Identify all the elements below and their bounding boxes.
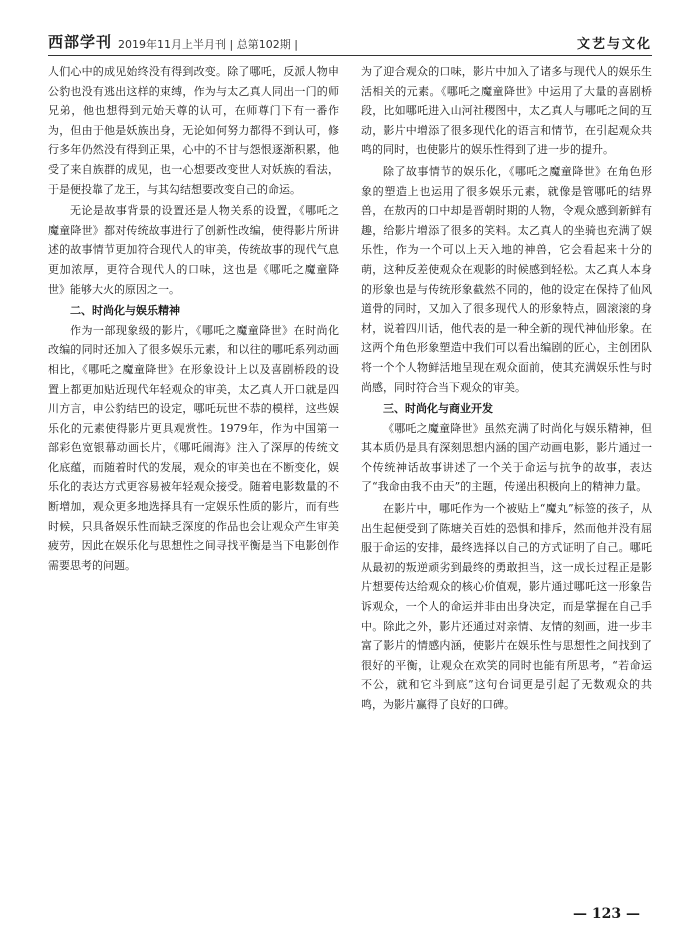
paragraph: 作为一部现象级的影片，《哪吒之魔童降世》在时尚化改编的同时还加入了很多娱乐元素，和以往的哪吒系列动画相比，《哪吒之魔童降世》在形象设计上以及喜剧桥段的设置上都更加贴近现代年轻观众的审美，太乙真人开口就是四川方言，申公豹结巴的设定，哪吒玩世不恭的模样，这些娱乐化的元素使得影片更具观赏性。1979年，作为中国第一部彩色宽银幕动画长片，《哪吒闹海》注入了深厚的传统文化底蕴，而随着时代的发展，观众的审美也在不断变化，娱乐化的表达方式更容易被年轻观众接受。随着电影数量的不断增加，观众更多地选择具有一定娱乐性质的影片，而有些时候，只具备娱乐性而缺乏深度的作品也会让观众产生审美疲劳，因此在娱乐化与思想性之间寻找平衡是当下电影创作需要思考的问题。 bbox=[48, 323, 339, 572]
paragraph: 为了迎合观众的口味，影片中加入了诸多与现代人的娱乐生活相关的元素。《哪吒之魔童降世》中运用了大量的喜剧桥段，比如哪吒进入山河社稷图中，太乙真人与哪吒之间的互动，影片中增添了很多现代化的语言和情节，在引起观众共鸣的同时，也使影片的娱乐性得到了进一步的提升。 bbox=[361, 65, 652, 157]
header-left bbox=[48, 31, 298, 52]
section-heading: 二、时尚化与娱乐精神 bbox=[70, 304, 180, 318]
paragraph: 除了故事情节的娱乐化，《哪吒之魔童降世》在角色形象的塑造上也运用了很多娱乐元素，就像是管哪吒的结界兽，在敖丙的口中却是晋朝时期的人物，令观众感到新鲜有趣，给影片增添了很多的笑料。太乙真人的坐骑也充满了娱乐性，作为一个可以上天入地的神兽，它会看起来十分的萌，这种反差使观众在观影的时候感到轻松。太乙真人本身的形象也是与传统形象截然不同的，他的设定在保持了仙风道骨的同时，又加入了很多现代人的形象特点，圆滚滚的身材，说着四川话，他代表的是一种全新的现代神仙形象。在这两个角色形象塑造中我们可以看出编剧的匠心，主创团队将一个个人物鲜活地呈现在观众面前，使其充满娱乐性与时尚感，同时符合当下观众的审美。 bbox=[361, 164, 652, 394]
section-heading: 三、时尚化与商业开发 bbox=[383, 402, 493, 416]
paragraph: 无论是故事背景的设置还是人物关系的设置，《哪吒之魔童降世》都对传统故事进行了创新性改编，使得影片所讲述的故事情节更加符合现代人的审美，传统故事的现代气息更加浓厚，更符合现代人的口味，这也是《哪吒之魔童降世》能够大火的原因之一。 bbox=[48, 204, 339, 296]
paragraph: 人们心中的成见始终没有得到改变。除了哪吒，反派人物申公豹也没有逃出这样的束缚，作为与太乙真人同出一门的师兄弟，他也想得到元始天尊的认可，在师尊门下有一番作为，但由于他是妖族出身，无论如何努力都得不到认可，修行多年仍然没有得到正果，心中的不甘与怨恨逐渐积累，他受了来自族群的成见，也一心想要改变世人对妖族的看法，于是便投靠了龙王，与其勾结想要改变自己的命运。 bbox=[48, 65, 339, 196]
journal-name: 西部学刊 bbox=[48, 33, 113, 51]
page-number: — 123 — bbox=[573, 906, 640, 922]
section-title: 文艺与文化 bbox=[576, 37, 652, 52]
page-header bbox=[48, 28, 652, 56]
article-body bbox=[48, 62, 652, 890]
column-right bbox=[361, 62, 652, 890]
issue-info: 2019年11月上半月刊 | 总第102期 | bbox=[118, 38, 298, 51]
paragraph: 在影片中，哪吒作为一个被贴上“魔丸”标签的孩子，从出生起便受到了陈塘关百姓的恐惧和排斥，然而他并没有屈服于命运的安排，最终选择以自己的方式证明了自己。哪吒从最初的叛逆顽劣到最终的勇敢担当，这一成长过程正是影片想要传达给观众的核心价值观，影片通过哪吒这一形象告诉观众，一个人的命运并非由出身决定，而是掌握在自己手中。除此之外，影片还通过对亲情、友情的刻画，进一步丰富了影片的情感内涵，使影片在娱乐性与思想性之间找到了很好的平衡，让观众在欢笑的同时也能有所思考，“若命运不公，就和它斗到底”这句台词更是引起了无数观众的共鸣，为影片赢得了良好的口碑。 bbox=[361, 502, 652, 711]
column-left bbox=[48, 62, 339, 890]
paragraph: 《哪吒之魔童降世》虽然充满了时尚化与娱乐精神，但其本质仍是具有深刻思想内涵的国产动画电影，影片通过一个传统神话故事讲述了一个关于命运与抗争的故事，表达了“我命由我不由天”的主题，传递出积极向上的精神力量。 bbox=[361, 421, 652, 494]
